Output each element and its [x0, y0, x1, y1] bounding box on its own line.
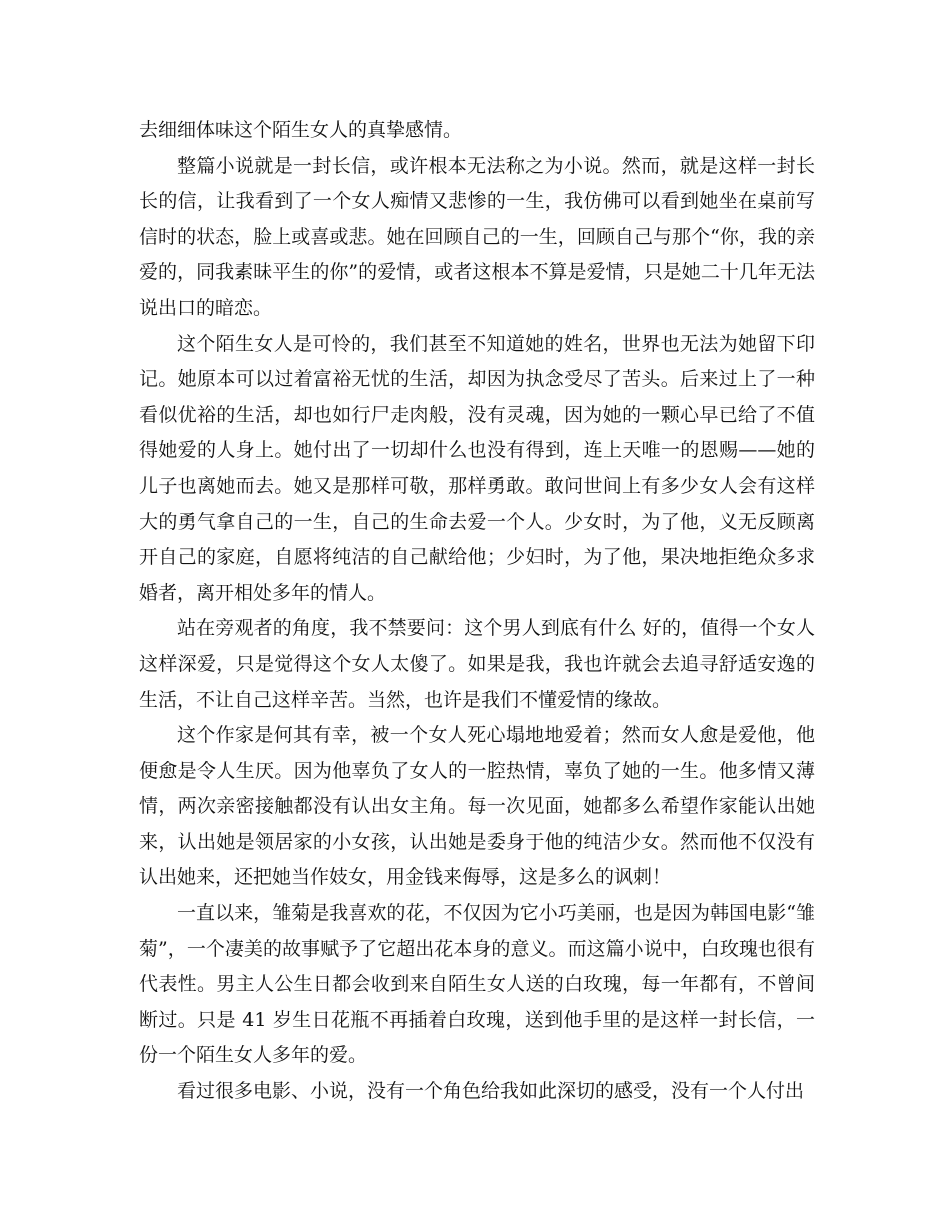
paragraph: 一直以来，雏菊是我喜欢的花，不仅因为它小巧美丽，也是因为韩国电影“雏菊”，一个凄美的故事赋予了它超出花本身的意义。而这篇小说中，白玫瑰也很有代表性。男主人公生日都会收到来自陌生女人送的白玫瑰，每一年都有，不曾间断过。只是 41 岁生日花瓶不再插着白玫瑰，送到他手里的是这样一封长信，一份一个陌生女人多年的爱。 — [139, 902, 815, 1067]
paragraph: 这个陌生女人是可怜的，我们甚至不知道她的姓名，世界也无法为她留下印记。她原本可以过着富裕无忧的生活，却因为执念受尽了苦头。后来过上了一种看似优裕的生活，却也如行尸走肉般，没有灵魂，因为她的一颗心早已给了不值得她爱的人身上。她付出了一切却什么也没有得到，连上天唯一的恩赐——她的儿子也离她而去。她又是那样可敬，那样勇敢。敢问世间上有多少女人会有这样大的勇气拿自己的一生，自己的生命去爱一个人。少女时，为了他，义无反顾离开自己的家庭，自愿将纯洁的自己献给他；少妇时，为了他，果决地拒绝众多求婚者，离开相处多年的情人。 — [139, 332, 815, 604]
paragraph: 去细细体味这个陌生女人的真挚感情。 — [139, 119, 463, 141]
paragraph: 这个作家是何其有幸，被一个女人死心塌地地爱着；然而女人愈是爱他，他便愈是令人生厌。因为他辜负了女人的一腔热情，辜负了她的一生。他多情又薄情，两次亲密接触都没有认出女主角。每一次见面，她都多么希望作家能认出她来，认出她是领居家的小女孩，认出她是委身于他的纯洁少女。然而他不仅没有认出她来，还把她当作妓女，用金钱来侮辱，这是多么的讽刺！ — [139, 724, 815, 889]
document-body — [139, 113, 815, 1110]
paragraph: 看过很多电影、小说，没有一个角色给我如此深切的感受，没有一个人付出 — [177, 1080, 805, 1103]
paragraph: 站在旁观者的角度，我不禁要问：这个男人到底有什么 好的，值得一个女人这样深爱，只是觉得这个女人太傻了。如果是我，我也许就会去追寻舒适安逸的生活，不让自己这样辛苦。当然，也许是我们不懂爱情的缘故。 — [139, 617, 815, 711]
paragraph: 整篇小说就是一封长信，或许根本无法称之为小说。然而，就是这样一封长长的信，让我看到了一个女人痴情又悲惨的一生，我仿佛可以看到她坐在桌前写信时的状态，脸上或喜或悲。她在回顾自己的一生，回顾自己与那个“你，我的亲爱的，同我素昧平生的你”的爱情，或者这根本不算是爱情，只是她二十几年无法说出口的暗恋。 — [139, 154, 815, 319]
